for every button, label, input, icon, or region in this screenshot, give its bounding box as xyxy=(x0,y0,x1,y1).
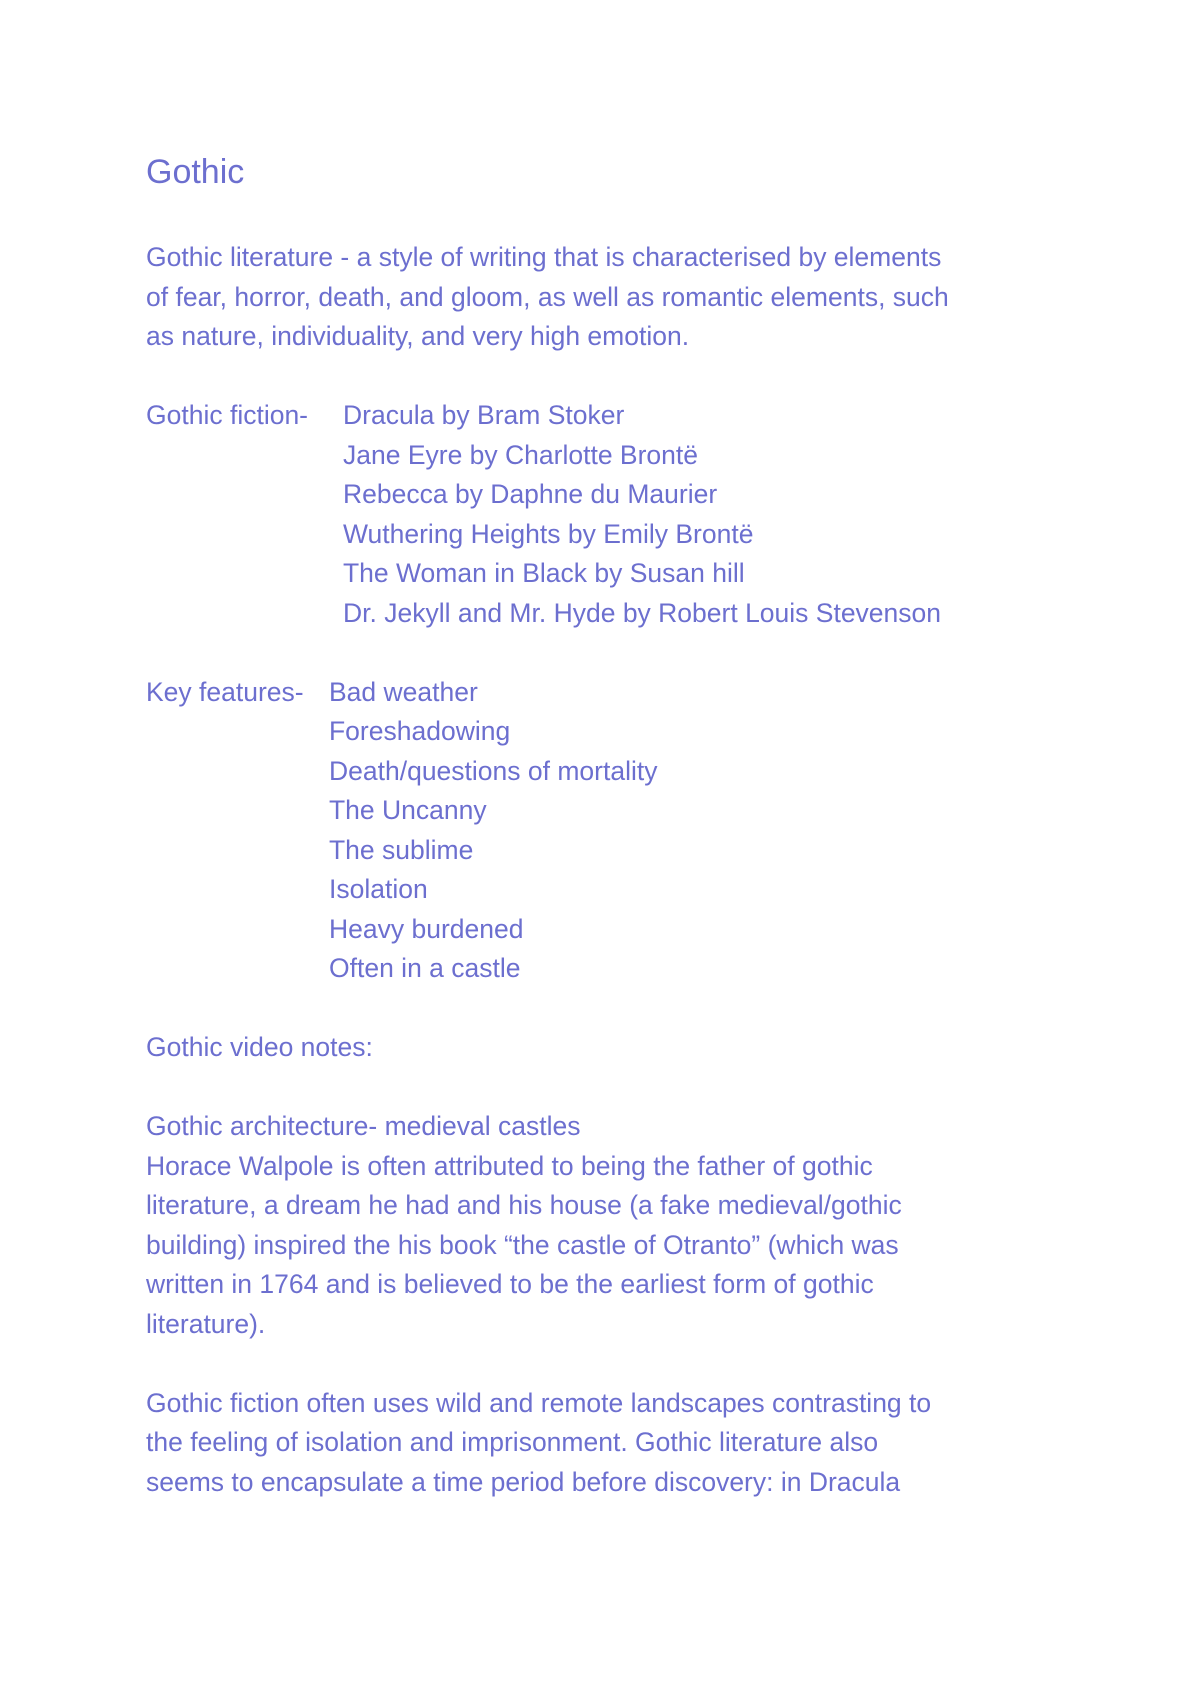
text-line: written in 1764 and is believed to be the earliest form of gothic xyxy=(146,1269,874,1299)
list-item xyxy=(146,515,1076,555)
text-line: literature, a dream he had and his house (a fake medieval/gothic xyxy=(146,1190,902,1220)
list-item xyxy=(146,752,1076,792)
paragraph-gap xyxy=(146,1068,1076,1108)
section-heading: Gothic video notes: xyxy=(146,1032,373,1062)
feature-item: Death/questions of mortality xyxy=(329,755,658,786)
video-notes-paragraph xyxy=(146,1107,1076,1344)
book-title: Dracula by Bram Stoker xyxy=(343,400,625,430)
paragraph-gap xyxy=(146,357,1076,397)
list-item xyxy=(146,949,1076,989)
paragraph-gap xyxy=(146,633,1076,673)
gothic-fiction-label: Gothic fiction- xyxy=(146,400,309,430)
book-title: Wuthering Heights by Emily Brontë xyxy=(343,518,754,549)
list-item xyxy=(146,791,1076,831)
feature-item: Bad weather xyxy=(329,676,478,707)
text-line: Gothic architecture- medieval castles xyxy=(146,1111,581,1141)
page-title: Gothic xyxy=(146,153,245,191)
feature-item: Often in a castle xyxy=(329,953,521,983)
feature-item: Heavy burdened xyxy=(329,913,524,944)
book-title: The Woman in Black by Susan hill xyxy=(343,558,745,588)
feature-item: The sublime xyxy=(329,834,474,865)
feature-item: Foreshadowing xyxy=(329,716,511,746)
list-item xyxy=(146,594,1076,634)
feature-item: The Uncanny xyxy=(329,795,487,825)
text-line: seems to encapsulate a time period before discovery: in Dracula xyxy=(146,1466,901,1497)
text-line: Horace Walpole is often attributed to being the father of gothic xyxy=(146,1150,873,1181)
list-item xyxy=(146,870,1076,910)
paragraph-gap xyxy=(146,989,1076,1029)
book-title: Dr. Jekyll and Mr. Hyde by Robert Louis Stevenson xyxy=(343,597,942,628)
list-item xyxy=(146,475,1076,515)
list-item xyxy=(146,436,1076,476)
list-item xyxy=(146,712,1076,752)
gothic-fiction-list xyxy=(146,396,1076,633)
list-item xyxy=(146,910,1076,950)
text-line: Gothic fiction often uses wild and remote landscapes contrasting to xyxy=(146,1387,932,1418)
book-title: Jane Eyre by Charlotte Brontë xyxy=(343,439,698,470)
text-line: as nature, individuality, and very high emotion. xyxy=(146,321,690,351)
paragraph-gap xyxy=(146,1344,1076,1384)
text-line: building) inspired the his book “the castle of Otranto” (which was xyxy=(146,1229,899,1260)
video-notes-heading-block xyxy=(146,1028,1076,1068)
key-features-list xyxy=(146,673,1076,989)
text-line: the feeling of isolation and imprisonment. Gothic literature also xyxy=(146,1427,879,1457)
definition-paragraph xyxy=(146,238,1076,357)
document-body xyxy=(146,150,1076,1502)
key-features-label: Key features- xyxy=(146,676,304,707)
book-title: Rebecca by Daphne du Maurier xyxy=(343,479,718,509)
list-item xyxy=(146,673,1076,713)
text-line: of fear, horror, death, and gloom, as well as romantic elements, such xyxy=(146,281,949,312)
list-item xyxy=(146,396,1076,436)
text-line: Gothic literature - a style of writing that is characterised by elements xyxy=(146,242,942,272)
feature-item: Isolation xyxy=(329,874,428,904)
landscape-paragraph xyxy=(146,1384,1076,1503)
list-item xyxy=(146,831,1076,871)
text-line: literature). xyxy=(146,1308,266,1339)
list-item xyxy=(146,554,1076,594)
